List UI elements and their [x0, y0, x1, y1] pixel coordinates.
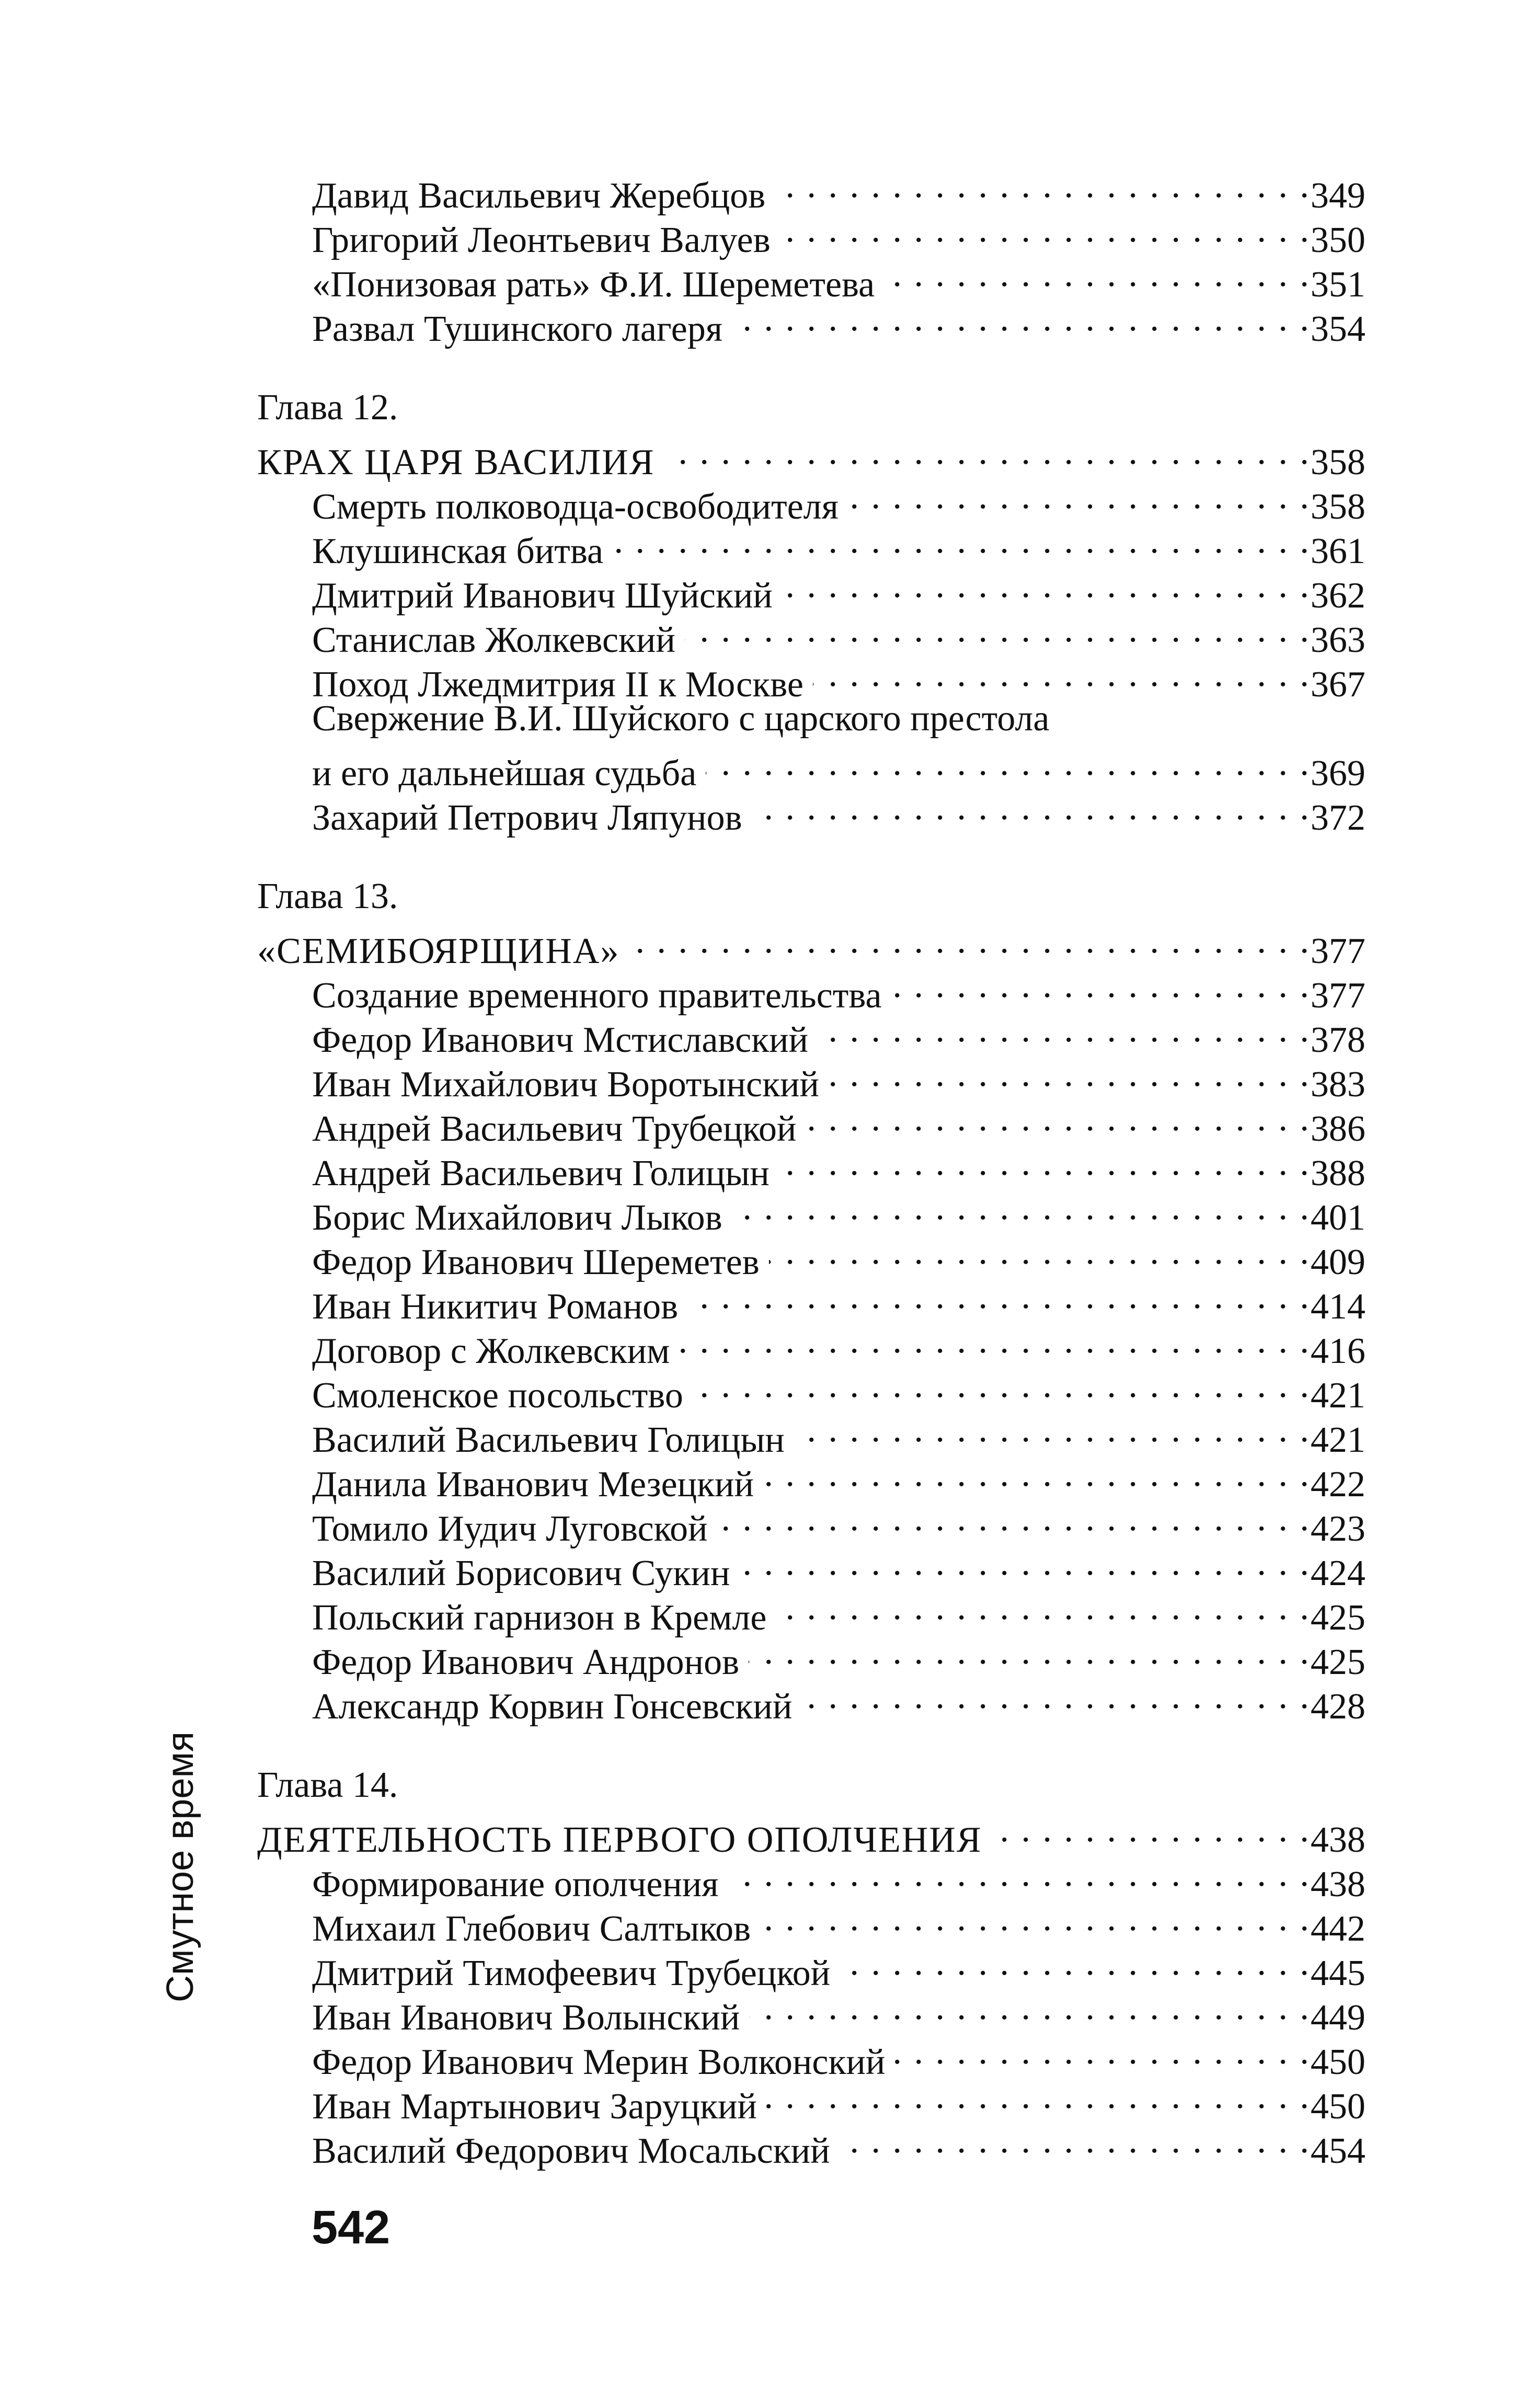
- toc-entry-title: Борис Михайлович Лыков: [312, 1198, 722, 1238]
- chapter-title-text: «СЕМИБОЯРЩИНА»: [257, 931, 620, 971]
- toc-entry-title: Поход Лжедмитрия II к Москве: [312, 664, 803, 705]
- dot-leader: [829, 1052, 1311, 1096]
- dot-leader: [752, 785, 1311, 830]
- toc-entry-title: Василий Федорович Мосальский: [312, 2131, 830, 2171]
- toc-entry-page: 425: [1311, 1642, 1365, 1682]
- dot-leader: [769, 1230, 1311, 1274]
- page-number: 542: [312, 2201, 390, 2254]
- dot-leader: [794, 1407, 1311, 1452]
- toc-entry-page: 383: [1311, 1064, 1365, 1105]
- chapter-title-text: ДЕЯТЕЛЬНОСТЬ ПЕРВОГО ОПОЛЧЕНИЯ: [257, 1820, 982, 1860]
- toc-entry-title: Федор Иванович Андронов: [312, 1642, 740, 1682]
- dot-leader: [780, 208, 1311, 252]
- dot-leader: [685, 607, 1311, 652]
- toc-entry-page: 421: [1311, 1420, 1365, 1460]
- toc-entry-page: 423: [1311, 1509, 1365, 1549]
- chapter-label: Глава 12.: [257, 387, 398, 428]
- toc-entry-page: 369: [1311, 753, 1365, 794]
- running-side-title: Смутное время: [159, 1732, 201, 2002]
- toc-entry-page: 454: [1311, 2131, 1365, 2171]
- dot-leader: [763, 1452, 1311, 1496]
- chapter-page: 438: [1311, 1820, 1365, 1860]
- dot-leader: [687, 1274, 1311, 1318]
- dot-leader: [728, 1852, 1311, 1896]
- toc-entry-title: Андрей Васильевич Трубецкой: [312, 1109, 797, 1149]
- dot-leader: [840, 2118, 1311, 2163]
- dot-leader: [894, 2029, 1311, 2074]
- chapter-label: Глава 14.: [257, 1765, 398, 1805]
- dot-leader: [732, 1185, 1311, 1230]
- chapter-page: 377: [1311, 931, 1365, 971]
- toc-entry-page: 425: [1311, 1598, 1365, 1638]
- toc-entry-page: 450: [1311, 2042, 1365, 2082]
- toc-entry-title: Станислав Жолкевский: [312, 620, 675, 660]
- toc-entry-page: 354: [1311, 309, 1365, 349]
- dot-leader: [739, 1541, 1311, 1585]
- toc-entry-title: Федор Иванович Мерин Волконский: [312, 2042, 886, 2082]
- toc-entry-page: 428: [1311, 1687, 1365, 1727]
- dot-leader: [840, 1941, 1311, 1985]
- dot-leader: [749, 1985, 1311, 2029]
- toc-entry-title: Захарий Петрович Ляпунов: [312, 798, 742, 838]
- dot-leader: [760, 1896, 1311, 1941]
- dot-leader: [766, 2074, 1311, 2118]
- toc-entry-title: Иван Мартынович Заруцкий: [312, 2086, 757, 2127]
- toc-entry-page: 361: [1311, 531, 1365, 571]
- toc-entry-title: Михаил Глебович Салтыков: [312, 1909, 751, 1949]
- toc-entry-page: 401: [1311, 1198, 1365, 1238]
- toc-entry-page: 421: [1311, 1375, 1365, 1416]
- dot-leader: [891, 963, 1311, 1007]
- toc-entry-title: Томило Иудич Луговской: [312, 1509, 708, 1549]
- toc-entry-page: 377: [1311, 976, 1365, 1016]
- dot-leader: [992, 1807, 1311, 1852]
- dot-leader: [801, 1674, 1311, 1718]
- toc-entry-page: 386: [1311, 1109, 1365, 1149]
- toc-entry-title: Александр Корвин Гонсевский: [312, 1687, 792, 1727]
- chapter-title: [257, 430, 1365, 483]
- toc-entry-page: 449: [1311, 1998, 1365, 2038]
- toc-entry-title: Федор Иванович Шереметев: [312, 1242, 760, 1282]
- toc-entry-title: Развал Тушинского лагеря: [312, 309, 723, 349]
- dot-leader: [613, 519, 1311, 563]
- toc-entry-page: 372: [1311, 798, 1365, 838]
- toc-entry-title: «Понизовая рать» Ф.И. Шереметева: [312, 265, 875, 305]
- toc-entry-title: и его дальнейшая судьба: [312, 753, 697, 794]
- dot-leader: [706, 741, 1311, 785]
- dot-leader: [749, 1630, 1311, 1674]
- dot-leader: [848, 474, 1311, 519]
- dot-leader: [818, 1007, 1311, 1052]
- toc-entry-title: Иван Михайлович Воротынский: [312, 1064, 820, 1105]
- toc-entry-title: Григорий Леонтьевич Валуев: [312, 220, 771, 260]
- toc-entry-page: 388: [1311, 1153, 1365, 1194]
- dot-leader: [776, 1585, 1311, 1630]
- toc-entry-page: 350: [1311, 220, 1365, 260]
- dot-leader: [629, 919, 1311, 963]
- chapter-title: [257, 1807, 1365, 1860]
- toc-entry-first-line: Свержение В.И. Шуйского с царского престола: [312, 698, 1050, 739]
- toc-entry-title: Федор Иванович Мстиславский: [312, 1020, 809, 1060]
- toc-entry-page: 424: [1311, 1553, 1365, 1593]
- toc-entry-page: 445: [1311, 1953, 1365, 1993]
- toc-entry-title: Создание временного правительства: [312, 976, 882, 1016]
- toc-entry-title: Дмитрий Тимофеевич Трубецкой: [312, 1953, 831, 1993]
- toc-entry-page: 442: [1311, 1909, 1365, 1949]
- chapter-title-text: КРАХ ЦАРЯ ВАСИЛИЯ: [257, 442, 655, 483]
- toc-entry-title: Договор с Жолкевским: [312, 1331, 670, 1371]
- toc-entry-title: Смерть полководца-освободителя: [312, 487, 838, 527]
- toc-entry-page: 450: [1311, 2086, 1365, 2127]
- toc-entry-title: Польский гарнизон в Кремле: [312, 1598, 767, 1638]
- dot-leader: [732, 296, 1311, 341]
- dot-leader: [693, 1363, 1311, 1407]
- dot-leader: [779, 1141, 1311, 1185]
- dot-leader: [813, 652, 1311, 696]
- dot-leader: [664, 430, 1311, 474]
- toc-entry-page: 414: [1311, 1287, 1365, 1327]
- dot-leader: [782, 563, 1311, 607]
- toc-entry-page: 438: [1311, 1864, 1365, 1905]
- toc-entry-page: 362: [1311, 576, 1365, 616]
- table-of-contents: [257, 163, 1365, 2171]
- dot-leader: [775, 163, 1311, 208]
- toc-entry-page: 351: [1311, 265, 1365, 305]
- toc-entry: [257, 163, 1365, 216]
- dot-leader: [679, 1318, 1311, 1363]
- toc-entry-page: 422: [1311, 1464, 1365, 1505]
- toc-entry-title: Иван Иванович Волынский: [312, 1998, 740, 2038]
- toc-entry: [257, 741, 1365, 794]
- dot-leader: [884, 252, 1311, 296]
- toc-entry-page: 409: [1311, 1242, 1365, 1282]
- toc-entry-title: Данила Иванович Мезецкий: [312, 1464, 754, 1505]
- toc-entry-page: 349: [1311, 176, 1365, 216]
- toc-entry-title: Давид Васильевич Жеребцов: [312, 176, 766, 216]
- toc-entry-page: 378: [1311, 1020, 1365, 1060]
- toc-entry-page: 363: [1311, 620, 1365, 660]
- toc-entry-page: 358: [1311, 487, 1365, 527]
- dot-leader: [806, 1096, 1311, 1141]
- toc-entry-title: Формирование ополчения: [312, 1864, 719, 1905]
- toc-entry-title: Василий Борисович Сукин: [312, 1553, 730, 1593]
- toc-entry-title: Иван Никитич Романов: [312, 1287, 679, 1327]
- toc-entry-title: Смоленское посольство: [312, 1375, 683, 1416]
- chapter-label: Глава 13.: [257, 876, 398, 916]
- toc-entry-title: Василий Васильевич Голицын: [312, 1420, 785, 1460]
- toc-entry-title: Клушинская битва: [312, 531, 604, 571]
- chapter-page: 358: [1311, 442, 1365, 483]
- toc-entry-page: 416: [1311, 1331, 1365, 1371]
- dot-leader: [717, 1496, 1311, 1541]
- toc-entry-title: Андрей Васильевич Голицын: [312, 1153, 769, 1194]
- chapter-title: [257, 919, 1365, 971]
- toc-entry-page: 367: [1311, 664, 1365, 705]
- toc-entry-title: Дмитрий Иванович Шуйский: [312, 576, 773, 616]
